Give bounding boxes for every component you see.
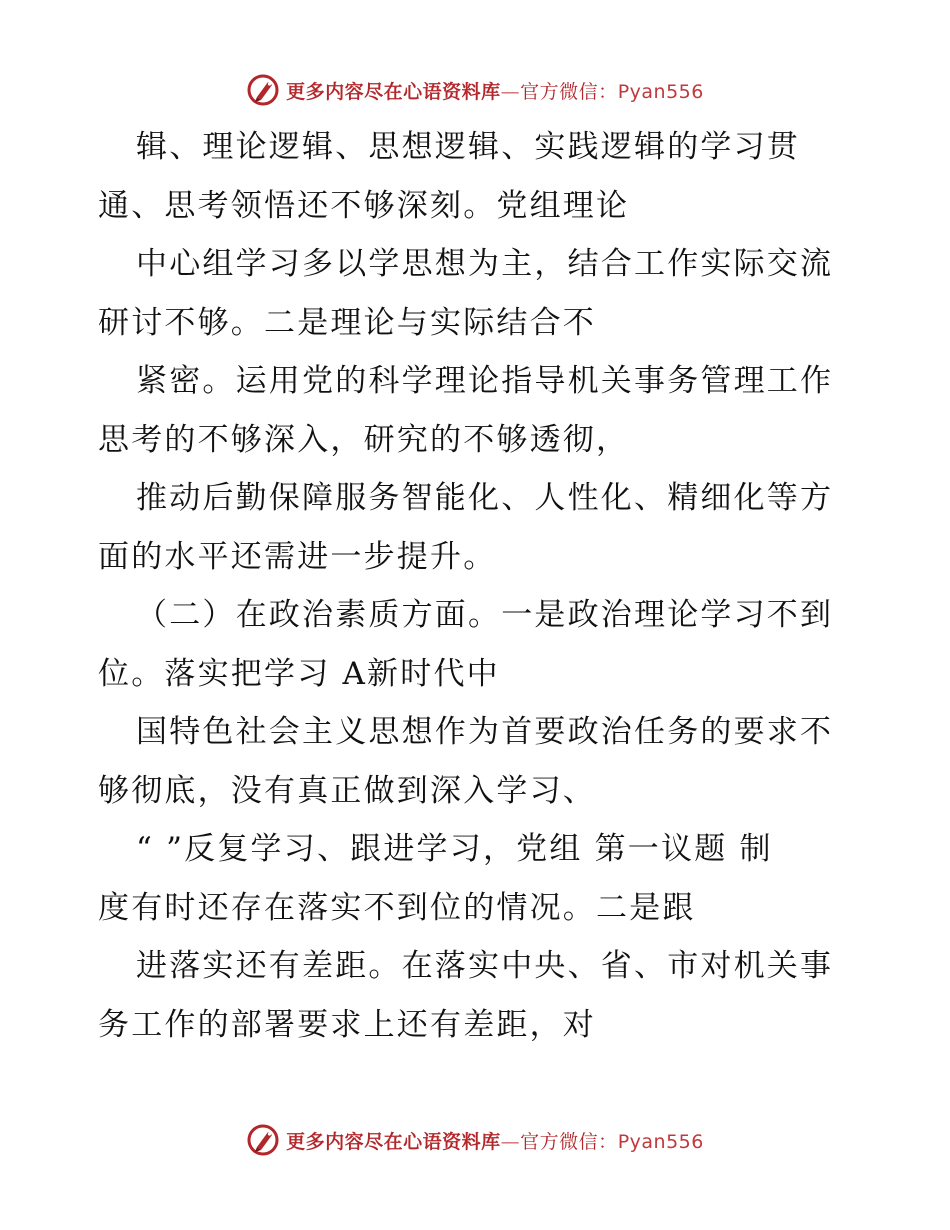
footer-wechat-id: Pyan556: [617, 1130, 704, 1153]
body-line: “ ”反复学习、跟进学习，党组 第一议题 制: [136, 831, 773, 867]
header-separator: —: [500, 80, 521, 103]
body-line: 中心组学习多以学思想为主，结合工作实际交流: [136, 246, 834, 282]
body-line: 紧密。运用党的科学理论指导机关事务管理工作: [136, 363, 834, 399]
body-line: 通、思考领悟还不够深刻。党组理论: [98, 187, 630, 224]
footer-separator: —: [500, 1130, 521, 1153]
body-line: 辑、理论逻辑、思想逻辑、实践逻辑的学习贯: [136, 129, 800, 165]
body-line: 研讨不够。二是理论与实际结合不: [98, 304, 596, 341]
body-line: 度有时还存在落实不到位的情况。二是跟: [98, 889, 696, 926]
footer-text: [286, 1127, 704, 1154]
body-line: 进落实还有差距。在落实中央、省、市对机关事: [136, 948, 834, 984]
header-main-text: 更多内容尽在心语资料库: [286, 80, 501, 103]
footer-banner: [0, 1120, 950, 1160]
footer-wechat-label: 官方微信：: [520, 1130, 618, 1153]
header-banner: [0, 70, 950, 110]
body-line: 国特色社会主义思想作为首要政治任务的要求不: [136, 714, 834, 750]
body-line: （二）在政治素质方面。一是政治理论学习不到: [136, 597, 834, 633]
fountain-pen-logo-icon: [246, 73, 280, 107]
header-text: [286, 77, 704, 104]
footer-main-text: 更多内容尽在心语资料库: [286, 1130, 501, 1153]
body-line: 够彻底，没有真正做到深入学习、: [98, 772, 596, 809]
body-line: 面的水平还需进一步提升。: [98, 538, 497, 575]
body-line: 思考的不够深入，研究的不够透彻，: [98, 421, 630, 458]
body-line: 位。落实把学习 A新时代中: [98, 655, 500, 692]
header-wechat-label: 官方微信：: [520, 80, 618, 103]
document-body: [98, 118, 858, 1054]
body-line: 推动后勤保障服务智能化、人性化、精细化等方: [136, 480, 834, 516]
body-line: 务工作的部署要求上还有差距，对: [98, 1006, 596, 1043]
header-wechat-id: Pyan556: [617, 80, 704, 103]
fountain-pen-logo-icon: [246, 1123, 280, 1157]
